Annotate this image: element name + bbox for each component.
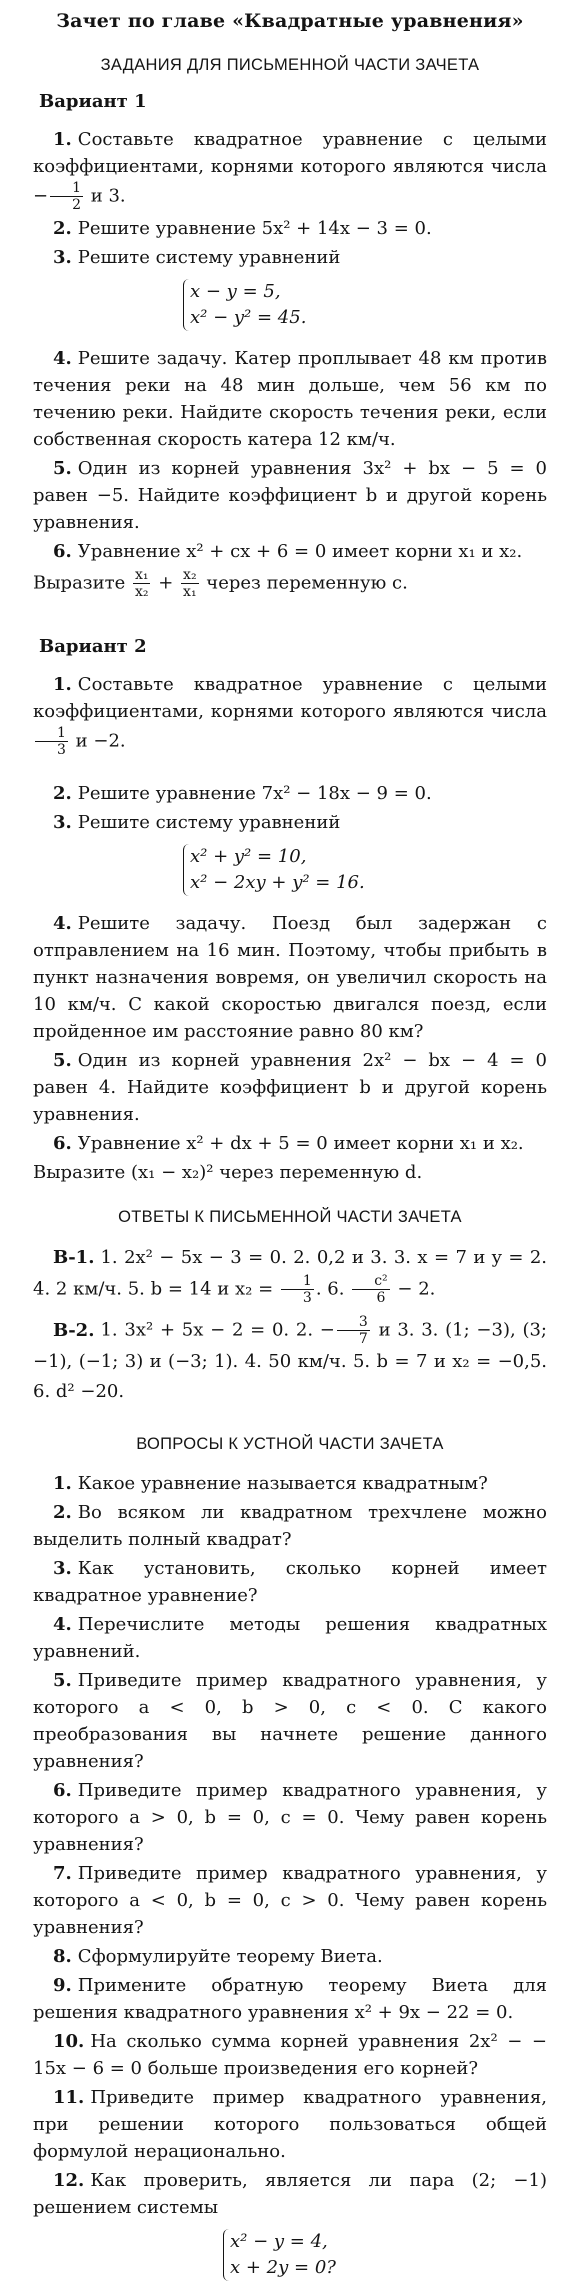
v2-task-1-fraction — [35, 725, 68, 758]
v1-task-1-fraction — [50, 180, 83, 213]
oral-part-heading: ВОПРОСЫ К УСТНОЙ ЧАСТИ ЗАЧЕТА — [136, 1435, 444, 1453]
v2-task-4 — [33, 910, 547, 1045]
v2-task-2 — [33, 780, 547, 807]
spacer — [33, 602, 547, 636]
oral-question-5-number: 5. — [53, 1670, 72, 1691]
v1-task-4-text: Решите задачу. Катер проплывает 48 км против течения реки на 48 мин дольше, чем 56 км по течению реки. Найдите скорость течения реки, если собственная скорость катера 12 км/ч. — [33, 348, 547, 450]
v2-task-6-continuation: Выразите (x₁ − x₂)² через переменную d. — [33, 1162, 423, 1183]
page-title: Зачет по главе «Квадратные уравнения» — [56, 10, 524, 32]
answers-variant-2-fraction-1 — [337, 1314, 370, 1347]
oral-question-12-eq2: x + 2y = 0? — [230, 2257, 336, 2278]
v1-task-4-number: 4. — [53, 348, 72, 369]
v2-task-1-number: 1. — [53, 674, 72, 695]
answers-variant-1-fraction-2-den: 6 — [376, 1290, 386, 1306]
v1-task-1-minus: − — [33, 185, 49, 207]
oral-question-8-text: Сформулируйте теорему Виета. — [77, 1946, 383, 1967]
answers-variant-2-fraction-1-den: 7 — [358, 1331, 368, 1347]
v1-task-3 — [33, 244, 547, 271]
variant-2-heading: Вариант 2 — [39, 636, 147, 657]
v1-task-6-fraction-1-den: x₂ — [134, 584, 149, 600]
oral-question-8 — [33, 1943, 547, 1970]
v2-task-1-text: Составьте квадратное уравнение с целыми коэффициентами, корнями которого являются числа — [33, 674, 547, 722]
v1-task-2-text: Решите уравнение 5x² + 14x − 3 = 0. — [77, 218, 432, 239]
answers-variant-1-label: В-1. — [53, 1247, 95, 1268]
v1-task-6-fraction-2-den: x₁ — [183, 584, 197, 600]
v1-task-1-tail: и 3. — [90, 185, 126, 207]
v2-task-3-eq1: x² + y² = 10, — [190, 846, 307, 867]
v1-task-6-fraction-1 — [133, 567, 151, 600]
v2-task-3-eq2: x² − 2xy + y² = 16. — [190, 872, 365, 893]
oral-question-12-number: 12. — [53, 2170, 85, 2191]
oral-question-6 — [33, 1777, 547, 1858]
v1-task-6-fraction-1-num: x₁ — [134, 567, 149, 583]
v2-task-6-number: 6. — [53, 1133, 72, 1154]
v2-task-6 — [33, 1130, 547, 1157]
oral-question-12-eq1: x² − y = 4, — [230, 2231, 328, 2252]
answers-variant-2-label: В-2. — [53, 1319, 95, 1341]
v1-task-2 — [33, 215, 547, 242]
v2-task-2-text: Решите уравнение 7x² − 18x − 9 = 0. — [77, 783, 432, 804]
v2-task-1-tail: и −2. — [75, 730, 126, 752]
answers-heading: ОТВЕТЫ К ПИСЬМЕННОЙ ЧАСТИ ЗАЧЕТА — [118, 1208, 462, 1226]
oral-question-12-system — [223, 2229, 380, 2281]
answers-variant-2-part-1: 1. 3x² + 5x − 2 = 0. 2. − — [100, 1319, 335, 1341]
oral-question-9-number: 9. — [53, 1975, 72, 1996]
oral-question-2-text: Во всяком ли квадратном трехчлене можно выделить полный квадрат? — [33, 1502, 547, 1550]
oral-question-5 — [33, 1667, 547, 1775]
oral-question-4 — [33, 1611, 547, 1665]
answers-variant-1-fraction-2-num: c² — [352, 1273, 389, 1290]
oral-question-3-text: Как установить, сколько корней имеет квадратное уравнение? — [33, 1558, 547, 1606]
oral-question-8-number: 8. — [53, 1946, 72, 1967]
oral-question-6-number: 6. — [53, 1780, 72, 1801]
v2-task-3-system — [183, 844, 380, 896]
v2-task-2-number: 2. — [53, 783, 72, 804]
v1-task-4 — [33, 345, 547, 453]
v1-task-3-system — [183, 279, 380, 331]
written-part-heading: ЗАДАНИЯ ДЛЯ ПИСЬМЕННОЙ ЧАСТИ ЗАЧЕТА — [100, 56, 480, 74]
answers-variant-2-fraction-1-num: 3 — [337, 1314, 370, 1331]
answers-variant-1-fraction-2 — [352, 1273, 389, 1306]
oral-question-2-number: 2. — [53, 1502, 72, 1523]
v1-task-2-number: 2. — [53, 218, 72, 239]
answers-variant-1-part-3: − 2. — [397, 1278, 436, 1300]
oral-question-3 — [33, 1555, 547, 1609]
oral-question-5-text: Приведите пример квадратного уравнения, у которого a < 0, b > 0, c < 0. С какого преобразования вы начнете решение данного уравнения? — [33, 1670, 547, 1772]
v2-task-5-text: Один из корней уравнения 2x² − bx − 4 = 0 равен 4. Найдите коэффициент b и другой корень уравнения. — [33, 1050, 547, 1125]
v1-task-3-eq1: x − y = 5, — [190, 281, 281, 302]
v2-task-1-fraction-num: 1 — [35, 725, 68, 742]
v1-task-6-number: 6. — [53, 541, 72, 562]
v1-task-1-text: Составьте квадратное уравнение с целыми коэффициентами, корнями которого являются числа — [33, 129, 547, 177]
v1-task-6-continuation — [33, 567, 547, 600]
answers-variant-2 — [33, 1314, 547, 1407]
answers-variant-1-part-2: . 6. — [315, 1278, 345, 1300]
oral-question-10-text: На сколько сумма корней уравнения 2x² − − 15x − 6 = 0 больше произведения его корней? — [33, 2031, 547, 2079]
oral-question-1-number: 1. — [53, 1473, 72, 1494]
answers-variant-1-part-1: 1. 2x² − 5x − 3 = 0. 2. 0,2 и 3. 3. x = 7 и y = 2. 4. 2 км/ч. 5. b = 14 и x₂ = — [33, 1247, 547, 1300]
oral-question-3-number: 3. — [53, 1558, 72, 1579]
oral-question-11-number: 11. — [53, 2087, 85, 2108]
v2-task-4-text: Решите задачу. Поезд был задержан с отправлением на 16 мин. Поэтому, чтобы прибыть в пункт назначения вовремя, он увеличил скорость на 10 км/ч. С какой скоростью двигался поезд, если пройденное им расстояние равно 80 км? — [33, 913, 547, 1042]
oral-question-4-text: Перечислите методы решения квадратных уравнений. — [33, 1614, 547, 1662]
oral-question-1-text: Какое уравнение называется квадратным? — [77, 1473, 488, 1494]
v2-task-1 — [33, 671, 547, 758]
oral-question-7 — [33, 1860, 547, 1941]
oral-question-7-text: Приведите пример квадратного уравнения, у которого a < 0, b = 0, c > 0. Чему равен корень уравнения? — [33, 1863, 547, 1938]
spacer — [33, 1188, 547, 1208]
oral-question-9 — [33, 1972, 547, 2026]
oral-question-10 — [33, 2028, 547, 2082]
oral-question-1 — [33, 1470, 547, 1497]
v2-task-3 — [33, 809, 547, 836]
v2-task-1-fraction-den: 3 — [57, 742, 66, 758]
v1-task-6-text: Уравнение x² + cx + 6 = 0 имеет корни x₁ и x₂. — [77, 541, 523, 562]
v2-task-3-number: 3. — [53, 812, 72, 833]
answers-variant-1-fraction-1 — [281, 1273, 314, 1306]
oral-question-6-text: Приведите пример квадратного уравнения, у которого a > 0, b = 0, c = 0. Чему равен корень уравнения? — [33, 1780, 547, 1855]
v1-task-6 — [33, 538, 547, 565]
v1-task-1-fraction-den: 2 — [72, 197, 82, 213]
variant-1-heading: Вариант 1 — [39, 91, 147, 112]
spacer — [33, 760, 547, 780]
v1-task-3-number: 3. — [53, 247, 72, 268]
v1-task-1-number: 1. — [53, 129, 72, 150]
oral-question-12-text: Как проверить, является ли пара (2; −1) решением системы — [33, 2170, 547, 2218]
oral-question-4-number: 4. — [53, 1614, 72, 1635]
v1-task-1-fraction-num: 1 — [50, 180, 83, 197]
v1-task-5 — [33, 455, 547, 536]
oral-question-9-text: Примените обратную теорему Виета для решения квадратного уравнения x² + 9x − 22 = 0. — [33, 1975, 547, 2023]
v1-task-6-fraction-2 — [181, 567, 199, 600]
v2-task-5-number: 5. — [53, 1050, 72, 1071]
answers-variant-1 — [33, 1243, 547, 1306]
v1-task-5-number: 5. — [53, 458, 72, 479]
oral-question-12 — [33, 2167, 547, 2221]
answers-variant-1-fraction-1-num: 1 — [281, 1273, 314, 1290]
oral-question-11 — [33, 2084, 547, 2165]
v2-task-4-number: 4. — [53, 913, 72, 934]
v1-task-6-express: Выразите — [33, 572, 126, 594]
answers-variant-2-part-2: и 3. 3. (1; −3), (3; −1), (−1; 3) и (−3; 1). 4. 50 км/ч. 5. b = 7 и x₂ = −0,5. 6. d² −20. — [33, 1319, 547, 1402]
oral-question-2 — [33, 1499, 547, 1553]
v1-task-3-eq2: x² − y² = 45. — [190, 307, 307, 328]
answers-variant-1-fraction-1-den: 3 — [302, 1290, 312, 1306]
v2-task-5 — [33, 1047, 547, 1128]
v2-task-3-text: Решите систему уравнений — [77, 812, 341, 833]
v1-task-5-text: Один из корней уравнения 3x² + bx − 5 = 0 равен −5. Найдите коэффициент b и другой корень уравнения. — [33, 458, 547, 533]
oral-question-11-text: Приведите пример квадратного уравнения, при решении которого пользоваться общей формулой нерационально. — [33, 2087, 547, 2162]
v1-task-1 — [33, 126, 547, 213]
v2-task-6-text: Уравнение x² + dx + 5 = 0 имеет корни x₁ и x₂. — [77, 1133, 524, 1154]
v1-task-6-variable: через переменную c. — [206, 572, 408, 594]
v1-task-6-fraction-2-num: x₂ — [183, 567, 197, 583]
v1-task-3-text: Решите систему уравнений — [77, 247, 341, 268]
v1-task-6-plus: + — [158, 572, 174, 594]
oral-question-10-number: 10. — [53, 2031, 85, 2052]
spacer — [33, 1415, 547, 1435]
oral-question-7-number: 7. — [53, 1863, 72, 1884]
